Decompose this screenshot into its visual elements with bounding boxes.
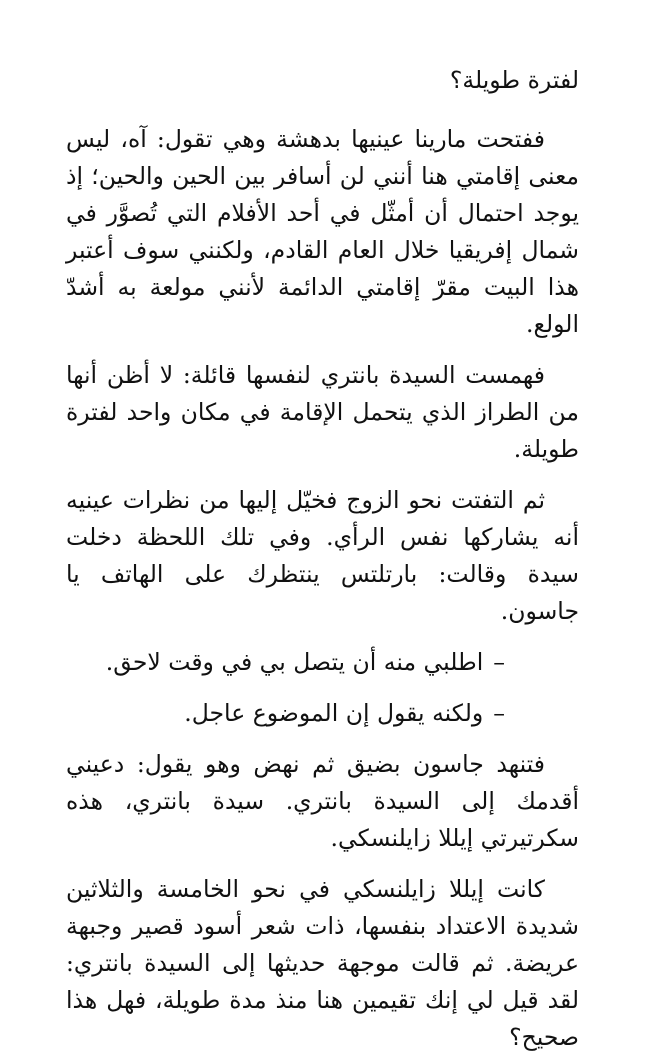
dialogue-text: اطلبي منه أن يتصل بي في وقت لاحق. (105, 648, 484, 676)
dialogue-dash: – (493, 648, 505, 676)
dialogue-line (66, 644, 579, 681)
paragraph-bantry-whisper: فهمست السيدة بانتري لنفسها قائلة: لا أظن أنها من الطراز الذي يتحمل الإقامة في مكان واحد لفترة طويلة. (66, 361, 579, 463)
paragraph-jason-introduces: فتنهد جاسون بضيق ثم نهض وهو يقول: دعيني أقدمك إلى السيدة بانتري. سيدة بانتري، هذه سكرتيرتي إيللا زايلنسكي. (66, 750, 579, 852)
dialogue-dash: – (493, 699, 505, 727)
paragraph-continuation: لفترة طويلة؟ (449, 66, 579, 94)
dialogue-text: ولكنه يقول إن الموضوع عاجل. (184, 699, 484, 727)
dialogue-line (66, 695, 579, 732)
paragraph-ella-description: كانت إيللا زايلنسكي في نحو الخامسة والثلاثين شديدة الاعتداد بنفسها، ذات شعر أسود قصير وجبهة عريضة. ثم قالت موجهة حديثها إلى السيدة بانتري: لقد قيل لي إنك تقيمين هنا منذ مدة طويلة، فهل هذا صحيح؟ (66, 875, 579, 1051)
paragraph-marina-reply: ففتحت مارينا عينيها بدهشة وهي تقول: آه، ليس معنى إقامتي هنا أنني لن أسافر بين الحين والحين؛ إذ يوجد احتمال أن أمثّل في أحد الأفلام التي تُصوَّر في شمال إفريقيا خلال العام القادم، ولكنني سوف أعتبر هذا البيت مقرّ إقامتي الدائمة لأنني مولعة به أشدّ الولع. (66, 125, 579, 338)
paragraph-secretary-enters: ثم التفتت نحو الزوج فخيّل إليها من نظرات عينيه أنه يشاركها نفس الرأي. وفي تلك اللحظة دخلت سيدة وقالت: بارتلتس ينتظرك على الهاتف يا جاسون. (66, 486, 579, 625)
